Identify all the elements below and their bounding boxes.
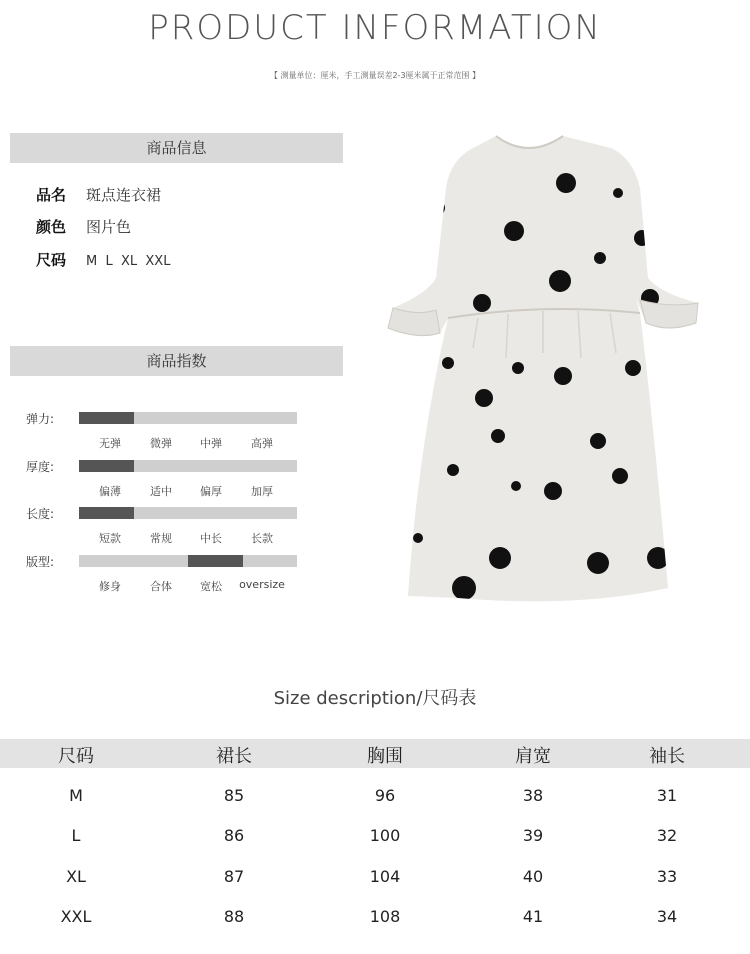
header-cell: 尺码 <box>58 746 94 767</box>
info-key: 颜色 <box>36 218 67 236</box>
table-cell: 31 <box>656 786 678 805</box>
info-value: M L XL XXL <box>86 254 171 269</box>
table-row <box>0 907 750 929</box>
index-option: 合体 <box>150 580 172 593</box>
table-cell: 38 <box>522 786 544 805</box>
table-cell: XL <box>66 867 86 886</box>
measurement-note: 【 测量单位：厘米，手工测量误差2-3厘米属于正常范围 】 <box>269 71 481 80</box>
page-title: PRODUCT INFORMATION <box>148 8 602 48</box>
index-bar-fill <box>79 460 134 472</box>
index-option: 加厚 <box>251 485 273 498</box>
dress-image <box>378 118 718 610</box>
info-key: 尺码 <box>36 251 67 269</box>
table-cell: 108 <box>369 907 401 926</box>
table-cell: 96 <box>374 786 396 805</box>
index-option: 短款 <box>99 532 121 545</box>
table-cell: 34 <box>656 907 678 926</box>
table-row <box>0 867 750 889</box>
info-value: 图片色 <box>86 218 132 236</box>
index-bar <box>79 507 297 519</box>
table-cell: 86 <box>223 826 245 845</box>
index-option: 偏厚 <box>200 485 222 498</box>
index-option: 高弹 <box>251 437 273 450</box>
table-cell: L <box>71 826 81 845</box>
table-cell: 32 <box>656 826 678 845</box>
table-cell: 88 <box>223 907 245 926</box>
table-cell: 33 <box>656 867 678 886</box>
info-key: 品名 <box>36 186 67 204</box>
table-cell: 40 <box>522 867 544 886</box>
index-label: 厚度: <box>26 460 55 474</box>
index-option: 无弹 <box>99 437 121 450</box>
table-cell: XXL <box>60 907 92 926</box>
index-option: oversize <box>239 578 285 591</box>
table-row <box>0 826 750 848</box>
table-cell: 104 <box>369 867 401 886</box>
product-info-header: 商品信息 <box>10 133 343 163</box>
index-option: 中弹 <box>200 437 222 450</box>
index-label: 弹力: <box>26 412 55 426</box>
index-option: 微弹 <box>150 437 172 450</box>
dress-fabric <box>378 118 718 610</box>
table-cell: 41 <box>522 907 544 926</box>
index-option: 修身 <box>99 580 121 593</box>
product-index-header: 商品指数 <box>10 346 343 376</box>
index-bar-fill <box>79 507 134 519</box>
size-table-header <box>0 739 750 768</box>
header-cell: 肩宽 <box>515 746 551 767</box>
index-option: 适中 <box>150 485 172 498</box>
index-label: 版型: <box>26 555 55 569</box>
table-cell: M <box>69 786 83 805</box>
index-bar <box>79 555 297 567</box>
index-option: 宽松 <box>200 580 222 593</box>
table-cell: 87 <box>223 867 245 886</box>
size-table-title: Size description/尺码表 <box>273 688 477 709</box>
index-option: 常规 <box>150 532 172 545</box>
table-row <box>0 786 750 808</box>
index-option: 中长 <box>200 532 222 545</box>
index-option: 偏薄 <box>99 485 121 498</box>
table-cell: 85 <box>223 786 245 805</box>
info-row-size <box>36 249 170 270</box>
header-cell: 袖长 <box>649 746 685 767</box>
info-row-name <box>36 184 161 205</box>
index-label: 长度: <box>26 507 55 521</box>
index-bar-fill <box>188 555 243 567</box>
header-cell: 胸围 <box>367 746 403 767</box>
index-option: 长款 <box>251 532 273 545</box>
table-cell: 39 <box>522 826 544 845</box>
index-bar <box>79 460 297 472</box>
header-cell: 裙长 <box>216 746 252 767</box>
info-row-color <box>36 216 131 237</box>
info-value: 斑点连衣裙 <box>86 186 162 204</box>
index-bar-fill <box>79 412 134 424</box>
table-cell: 100 <box>369 826 401 845</box>
index-bar <box>79 412 297 424</box>
